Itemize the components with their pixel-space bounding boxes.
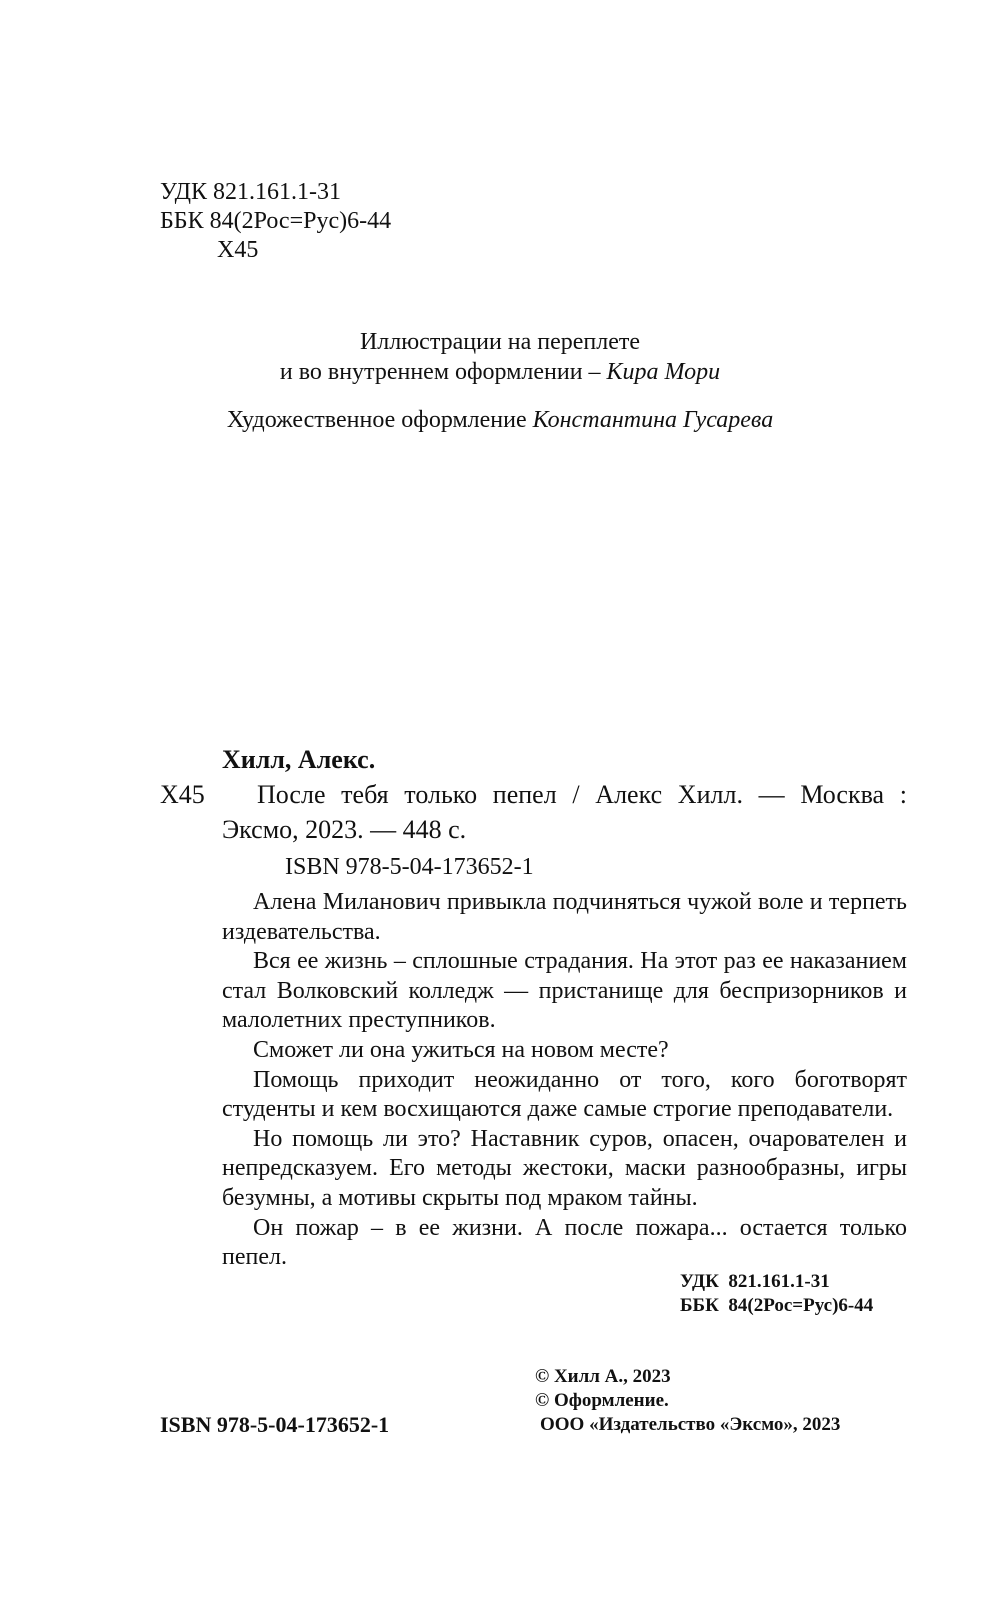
isbn-bottom: ISBN 978-5-04-173652-1 [160, 1412, 390, 1437]
bib-isbn: ISBN 978-5-04-173652-1 [285, 854, 534, 880]
index-codes-block [160, 178, 391, 265]
illustrations-line-2 [0, 357, 1000, 387]
annotation-paragraph: Помощь приходит неожиданно от того, кого боготворят студенты и кем восхищаются даже самые строгие преподаватели. [222, 1066, 907, 1123]
udk-code: УДК 821.161.1-31 [160, 179, 341, 205]
bbk-code: ББК 84(2Рос=Рус)6-44 [160, 208, 392, 234]
bib-description-line-1: После тебя только пепел / Алекс Хилл. — Москва : [257, 780, 907, 809]
copyright-author: © Хилл А., 2023 [535, 1366, 671, 1387]
bib-author-mark: Х45 [160, 780, 205, 809]
illustrations-prefix: и во внутреннем оформлении – [279, 359, 607, 385]
author-mark: Х45 [217, 237, 259, 263]
copyright-design-2: ООО «Издательство «Эксмо», 2023 [540, 1414, 841, 1435]
credits-block [0, 327, 1000, 435]
annotation-paragraph: Алена Миланович привыкла подчиняться чужой воле и терпеть издевательства. [222, 889, 907, 945]
bib-author: Хилл, Алекс. [222, 745, 376, 774]
annotation [222, 888, 907, 1273]
design-prefix: Художественное оформление [226, 407, 533, 433]
copyright-block [535, 1365, 840, 1437]
annotation-paragraph: Но помощь ли это? Наставник суров, опасен, очарователен и непредсказуем. Его методы жестоки, маски разнообразны, игры безумны, а мотивы скрыты под мраком тайны. [222, 1125, 907, 1211]
copyright-design-1: © Оформление. [535, 1390, 669, 1411]
annotation-paragraph: Вся ее жизнь – сплошные страдания. На этот раз ее наказанием стал Волковский колледж — пристанище для беспризорников и малолетних преступников. [222, 948, 907, 1034]
bottom-bbk: ББК 84(2Рос=Рус)6-44 [680, 1295, 874, 1316]
design-line [0, 405, 1000, 435]
bib-description-line-2: Эксмо, 2023. — 448 с. [222, 815, 467, 844]
designer-name: Константина Гусарева [532, 407, 774, 433]
bottom-index-codes [680, 1270, 873, 1318]
illustrator-name: Кира Мори [606, 359, 721, 385]
annotation-paragraph: Сможет ли она ужиться на новом месте? [253, 1036, 669, 1063]
bottom-udk: УДК 821.161.1-31 [680, 1271, 830, 1292]
annotation-paragraph: Он пожар – в ее жизни. А после пожара... остается только пепел. [222, 1214, 907, 1271]
illustrations-line-1: Иллюстрации на переплете [359, 329, 641, 355]
